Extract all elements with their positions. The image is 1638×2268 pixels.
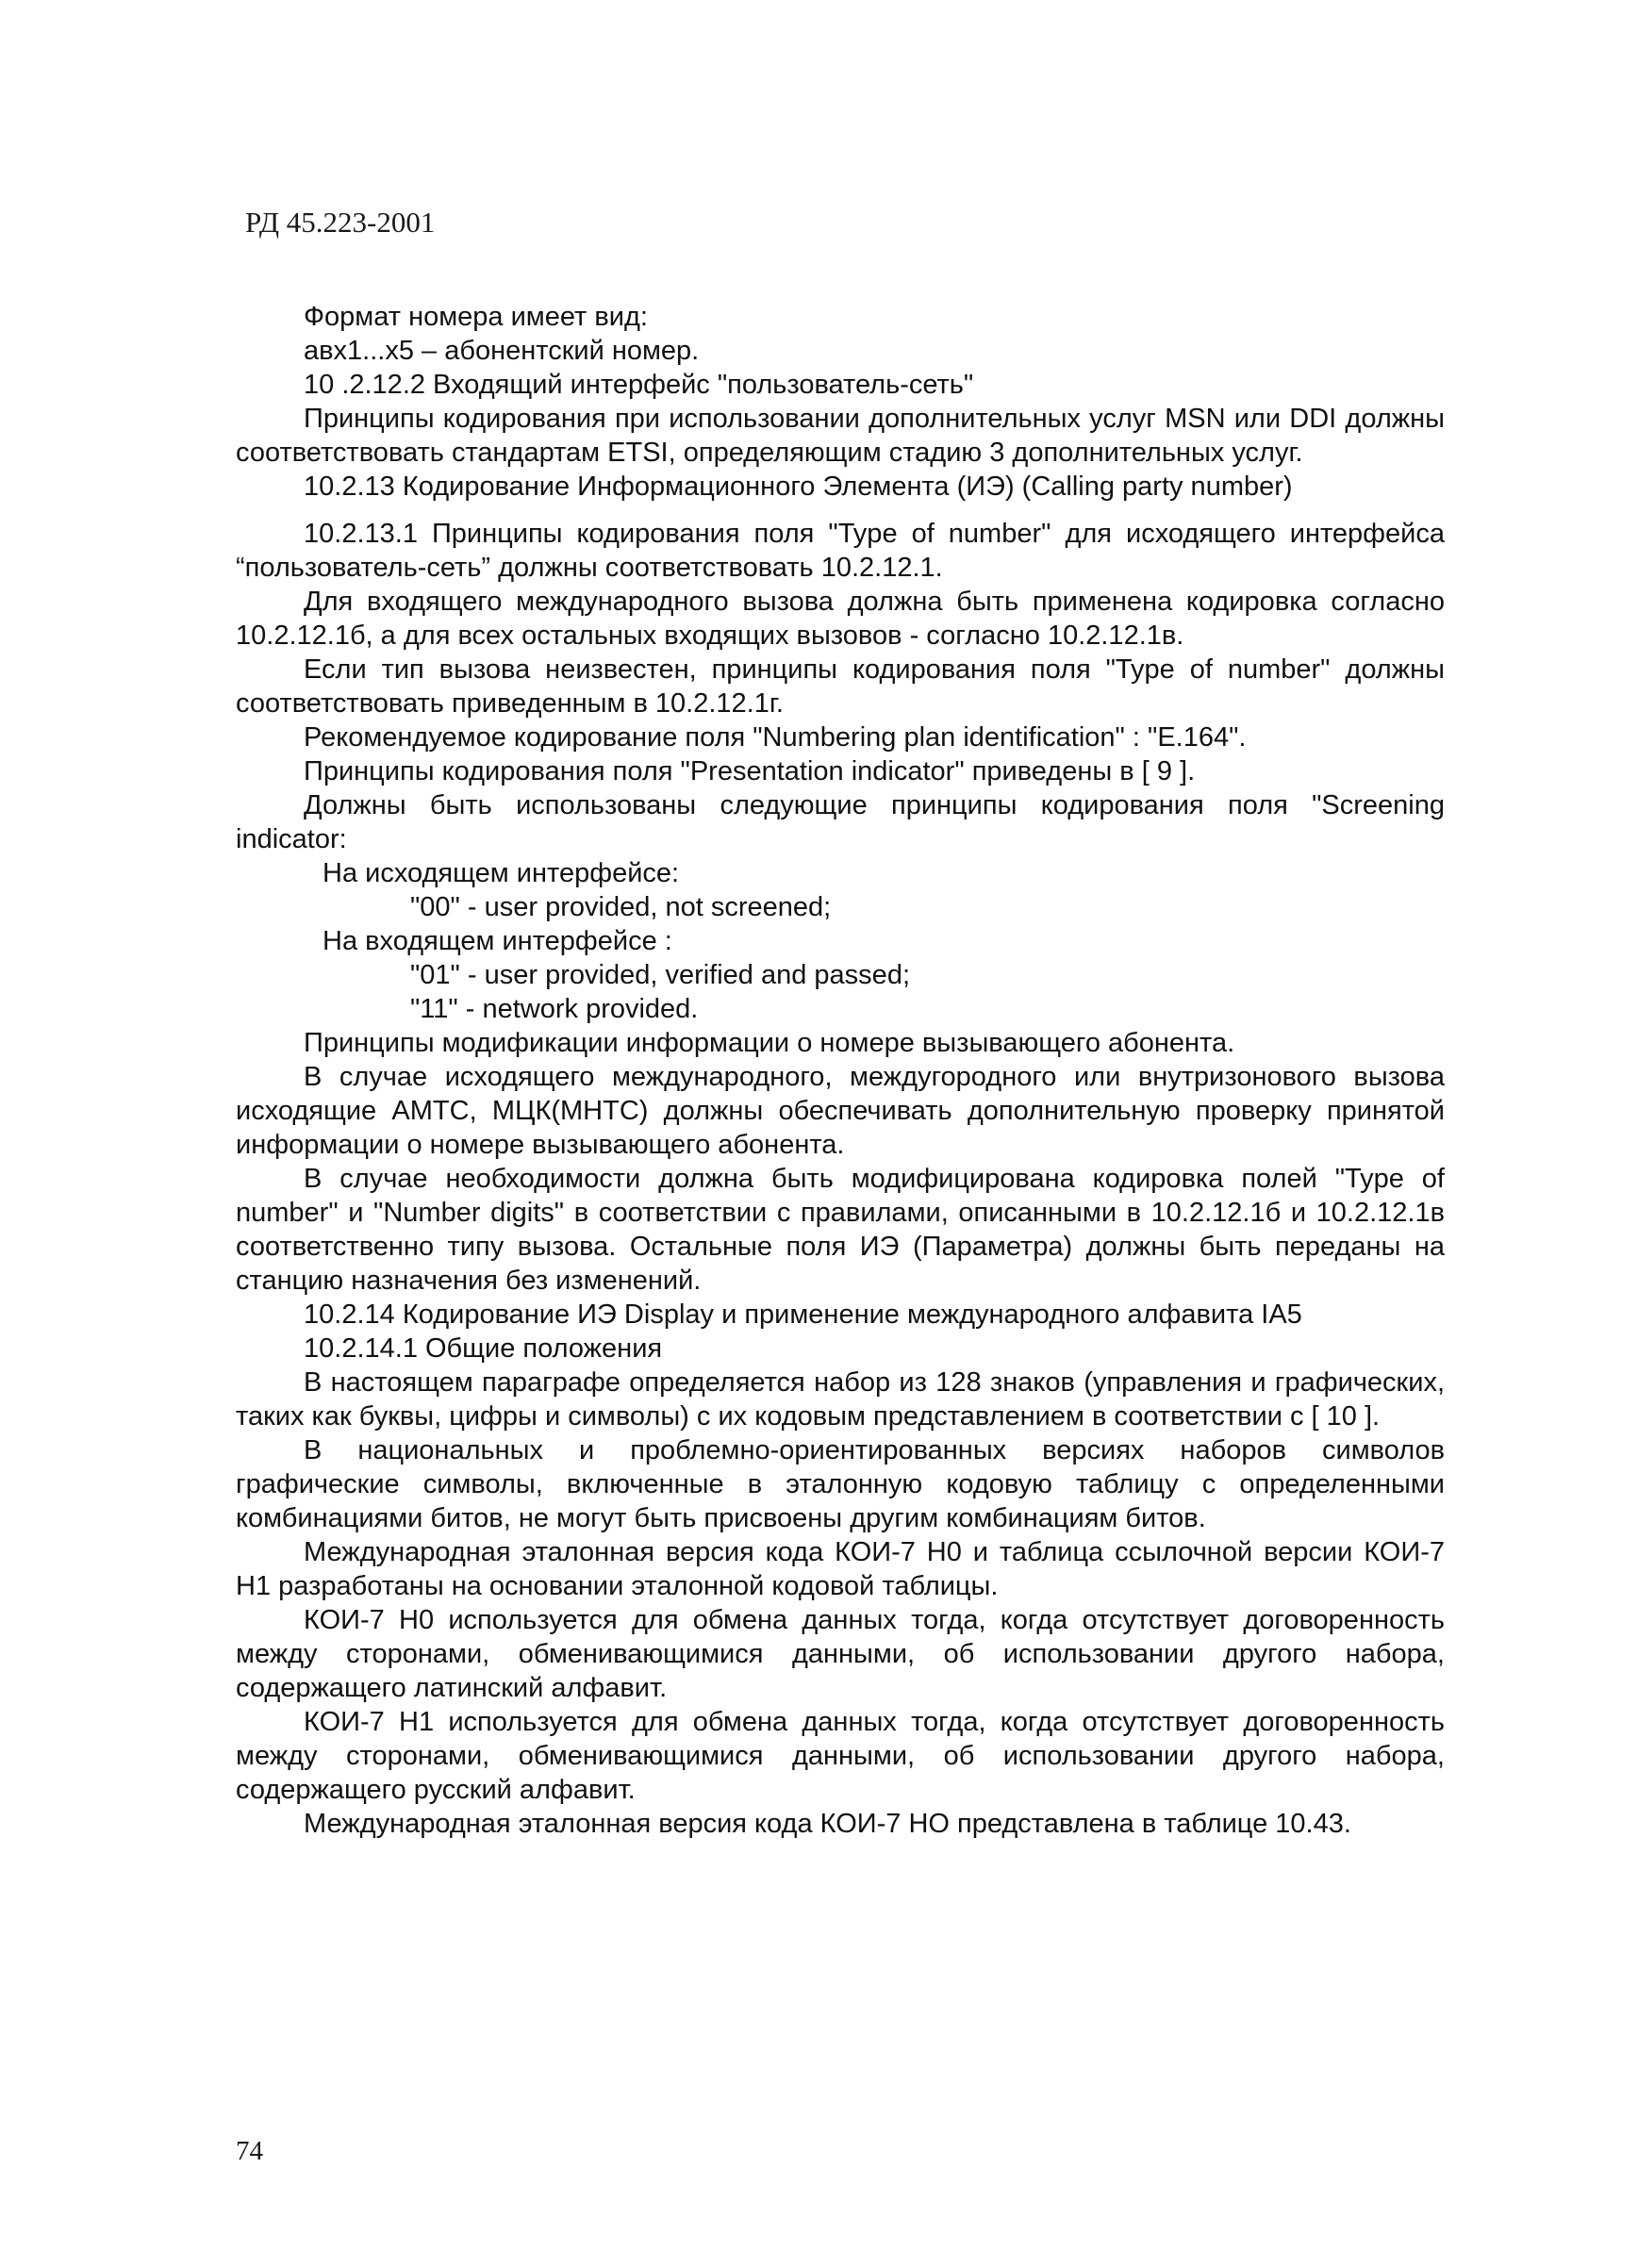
paragraph: В случае исходящего международного, междугородного или внутризонового вызова исходящие АМТС, МЦК(МНТС) должны обеспечивать дополнительную проверку принятой информации о номере вызывающего абонента. [236,1062,1445,1160]
list-label: На исходящем интерфейсе: [323,858,680,888]
paragraph: КОИ-7 Н1 используется для обмена данных тогда, когда отсутствует договоренность между сторонами, обменивающимися данными, об использовании другого набора, содержащего русский алфавит. [236,1707,1445,1805]
paragraph: Формат номера имеет вид: [304,302,648,332]
paragraph: КОИ-7 Н0 используется для обмена данных тогда, когда отсутствует договоренность между сторонами, обменивающимися данными, об использовании другого набора, содержащего латинский алфавит. [236,1605,1445,1703]
paragraph: В национальных и проблемно-ориентированных версиях наборов символов графические символы, включенные в эталонную кодовую таблицу с определенными комбинациями битов, не могут быть присвоены другим комбинациям битов. [236,1435,1445,1533]
paragraph: Принципы модификации информации о номере вызывающего абонента. [304,1028,1235,1058]
list-item: "00" - user provided, not screened; [410,892,832,922]
paragraph: В случае необходимости должна быть модифицирована кодировка полей "Type of number" и "Number digits" в соответствии с правилами, описанными в 10.2.12.1б и 10.2.12.1в соответственно типу вызова. Остальные поля ИЭ (Параметра) должны быть переданы на станцию назначения без изменений. [236,1164,1445,1296]
paragraph: Международная эталонная версия кода КОИ-7 Н0 и таблица ссылочной версии КОИ-7 Н1 разработаны на основании эталонной кодовой таблицы. [236,1537,1445,1601]
paragraph: Принципы кодирования при использовании дополнительных услуг MSN или DDI должны соответствовать стандартам ETSI, определяющим стадию 3 дополнительных услуг. [236,404,1445,468]
document-code-header: РД 45.223-2001 [245,206,436,239]
paragraph: 10 .2.12.2 Входящий интерфейс "пользователь-сеть" [304,370,974,400]
paragraph: Рекомендуемое кодирование поля "Numbering plan identification" : "Е.164". [304,722,1247,753]
paragraph: 10.2.13.1 Принципы кодирования поля "Type of number" для исходящего интерфейса “пользователь-сеть” должны соответствовать 10.2.12.1. [236,519,1445,583]
paragraph: Международная эталонная версия кода КОИ-7 НО представлена в таблице 10.43. [304,1809,1351,1839]
document-body [236,300,1445,1841]
paragraph: Для входящего международного вызова должна быть применена кодировка согласно 10.2.12.1б, а для всех остальных входящих вызовов - согласно 10.2.12.1в. [236,587,1445,651]
paragraph: Если тип вызова неизвестен, принципы кодирования поля "Type of number" должны соответствовать приведенным в 10.2.12.1г. [236,654,1445,719]
section-heading: 10.2.14.1 Общие положения [304,1333,663,1364]
list-item: "11" - network provided. [410,994,699,1024]
paragraph: В настоящем параграфе определяется набор из 128 знаков (управления и графических, таких как буквы, цифры и символы) с их кодовым представлением в соответствии с [ 10 ]. [236,1367,1445,1432]
paragraph: Должны быть использованы следующие принципы кодирования поля "Screening indicator: [236,790,1445,854]
paragraph: Принципы кодирования поля "Presentation indicator" приведены в [ 9 ]. [304,756,1196,786]
list-label: На входящем интерфейсе : [323,926,672,956]
page-number: 74 [236,2136,263,2166]
list-item: "01" - user provided, verified and passed; [410,960,911,990]
section-heading: 10.2.14 Кодирование ИЭ Display и применение международного алфавита IA5 [304,1300,1302,1330]
paragraph: авх1...х5 – абонентский номер. [304,336,700,366]
section-heading: 10.2.13 Кодирование Информационного Элемента (ИЭ) (Calling party number) [304,472,1293,502]
